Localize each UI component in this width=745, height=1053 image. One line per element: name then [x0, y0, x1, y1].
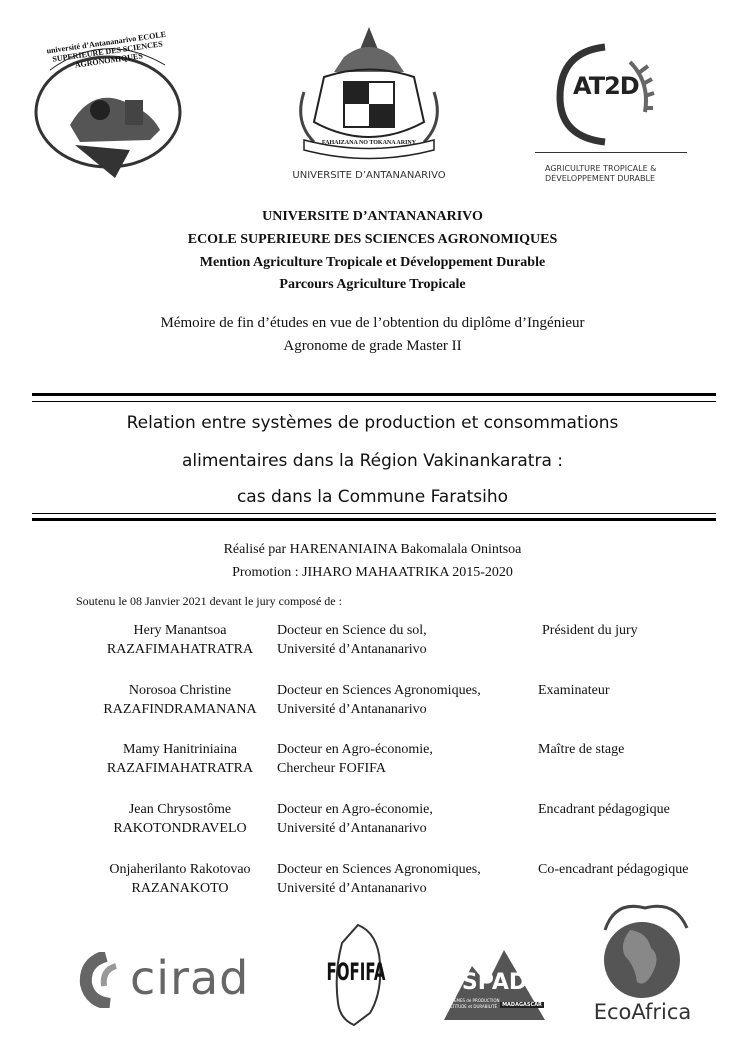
essa-logo-text: université d’Antananarivo ECOLE SUPERIEURE DES SCIENCES AGRONOMIQUES	[45, 29, 167, 70]
jury-affiliation: Université d’Antananarivo	[277, 821, 427, 836]
jury-title: Docteur en Science du sol,	[277, 623, 427, 638]
university-logo	[284, 22, 454, 187]
ecoafrica-logo	[585, 900, 700, 1030]
spad-sub-1: SYSTÈMES de PRODUCTION	[444, 998, 500, 1003]
jury-name-last: RAZAFINDRAMANANA	[103, 702, 257, 717]
university-name: UNIVERSITE D’ANTANANARIVO	[262, 209, 483, 224]
school-name: ECOLE SUPERIEURE DES SCIENCES AGRONOMIQUES	[187, 232, 558, 247]
title-rule-top-thin	[32, 401, 716, 402]
title-rule-bottom-thin	[32, 513, 716, 514]
jury-name-first: Jean Chrysostôme	[128, 802, 232, 817]
title-rule-bottom-thick	[32, 518, 716, 521]
memoire-line-2: Agronome de grade Master II	[283, 338, 462, 354]
jury-row	[0, 860, 745, 900]
jury-affiliation: Université d’Antananarivo	[277, 702, 427, 717]
jury-name-last: RAZAFIMAHATRATRA	[106, 642, 254, 657]
jury-affiliation: Université d’Antananarivo	[277, 881, 427, 896]
jury-title: Docteur en Agro-économie,	[277, 802, 433, 817]
jury-affiliation: Université d’Antananarivo	[277, 642, 427, 657]
jury-row	[0, 681, 745, 721]
at2d-caption-1: AGRICULTURE TROPICALE &	[545, 164, 657, 173]
soutenance-line: Soutenu le 08 Janvier 2021 devant le jury composé de :	[76, 594, 342, 608]
ecoafrica-wordmark: EcoAfrica	[593, 1000, 692, 1024]
cirad-logo	[78, 950, 268, 1010]
jury-title: Docteur en Sciences Agronomiques,	[277, 683, 481, 698]
jury-title: Docteur en Agro-économie,	[277, 742, 433, 757]
jury-role: Président du jury	[542, 623, 638, 638]
jury-name-first: Norosoa Christine	[128, 683, 232, 698]
jury-affiliation: Chercheur FOFIFA	[277, 761, 387, 776]
thesis-title-line-1: Relation entre systèmes de production et consommations	[126, 413, 619, 433]
jury-row	[0, 621, 745, 661]
university-caption: UNIVERSITE D’ANTANANARIVO	[292, 170, 446, 181]
mention: Mention Agriculture Tropicale et Développement Durable	[199, 255, 546, 270]
spad-wordmark: SPAD	[461, 970, 528, 995]
promotion-line: Promotion : JIHARO MAHAATRIKA 2015-2020	[232, 565, 513, 580]
university-ribbon: FAHAIZANA NO TOKANA ARINY	[321, 140, 417, 146]
fofifa-logo	[320, 923, 392, 1028]
jury-row	[0, 740, 745, 780]
jury-role: Encadrant pédagogique	[538, 802, 670, 817]
jury-name-last: RAZANAKOTO	[131, 881, 229, 896]
jury-name-first: Onjaherilanto Rakotovao	[109, 862, 251, 877]
spad-sub-2: d’ALTITUDE et DURABILITÉ	[444, 1004, 498, 1009]
author-line: Réalisé par HARENANIAINA Bakomalala Onintsoa	[223, 542, 522, 557]
thesis-title-line-2: alimentaires dans la Région Vakinankaratra :	[181, 451, 564, 471]
jury-title: Docteur en Sciences Agronomiques,	[277, 862, 481, 877]
parcours: Parcours Agriculture Tropicale	[279, 277, 466, 292]
fofifa-wordmark: FOFIFA	[326, 957, 386, 987]
jury-name-first: Mamy Hanitriniaina	[123, 742, 237, 757]
spad-logo	[442, 944, 547, 1022]
cirad-wordmark: cirad	[130, 951, 250, 1005]
jury-name-last: RAZAFIMAHATRATRA	[106, 761, 254, 776]
jury-row	[0, 800, 745, 840]
memoire-line-1: Mémoire de fin d’études en vue de l’obtention du diplôme d’Ingénieur	[160, 315, 585, 331]
essa-logo	[30, 30, 185, 180]
thesis-title-line-3: cas dans la Commune Faratsiho	[236, 487, 509, 507]
jury-role: Co-encadrant pédagogique	[538, 862, 689, 877]
at2d-logo	[535, 42, 690, 192]
at2d-caption-2: DÉVELOPPEMENT DURABLE	[545, 174, 656, 183]
at2d-mark: AT2D	[573, 72, 639, 100]
title-rule-top-thick	[32, 393, 716, 396]
jury-role: Examinateur	[538, 683, 610, 698]
jury-role: Maître de stage	[538, 742, 625, 757]
jury-name-last: RAKOTONDRAVELO	[113, 821, 247, 836]
spad-country: MADAGASCAR	[500, 1002, 544, 1008]
jury-name-first: Hery Manantsoa	[133, 623, 227, 638]
